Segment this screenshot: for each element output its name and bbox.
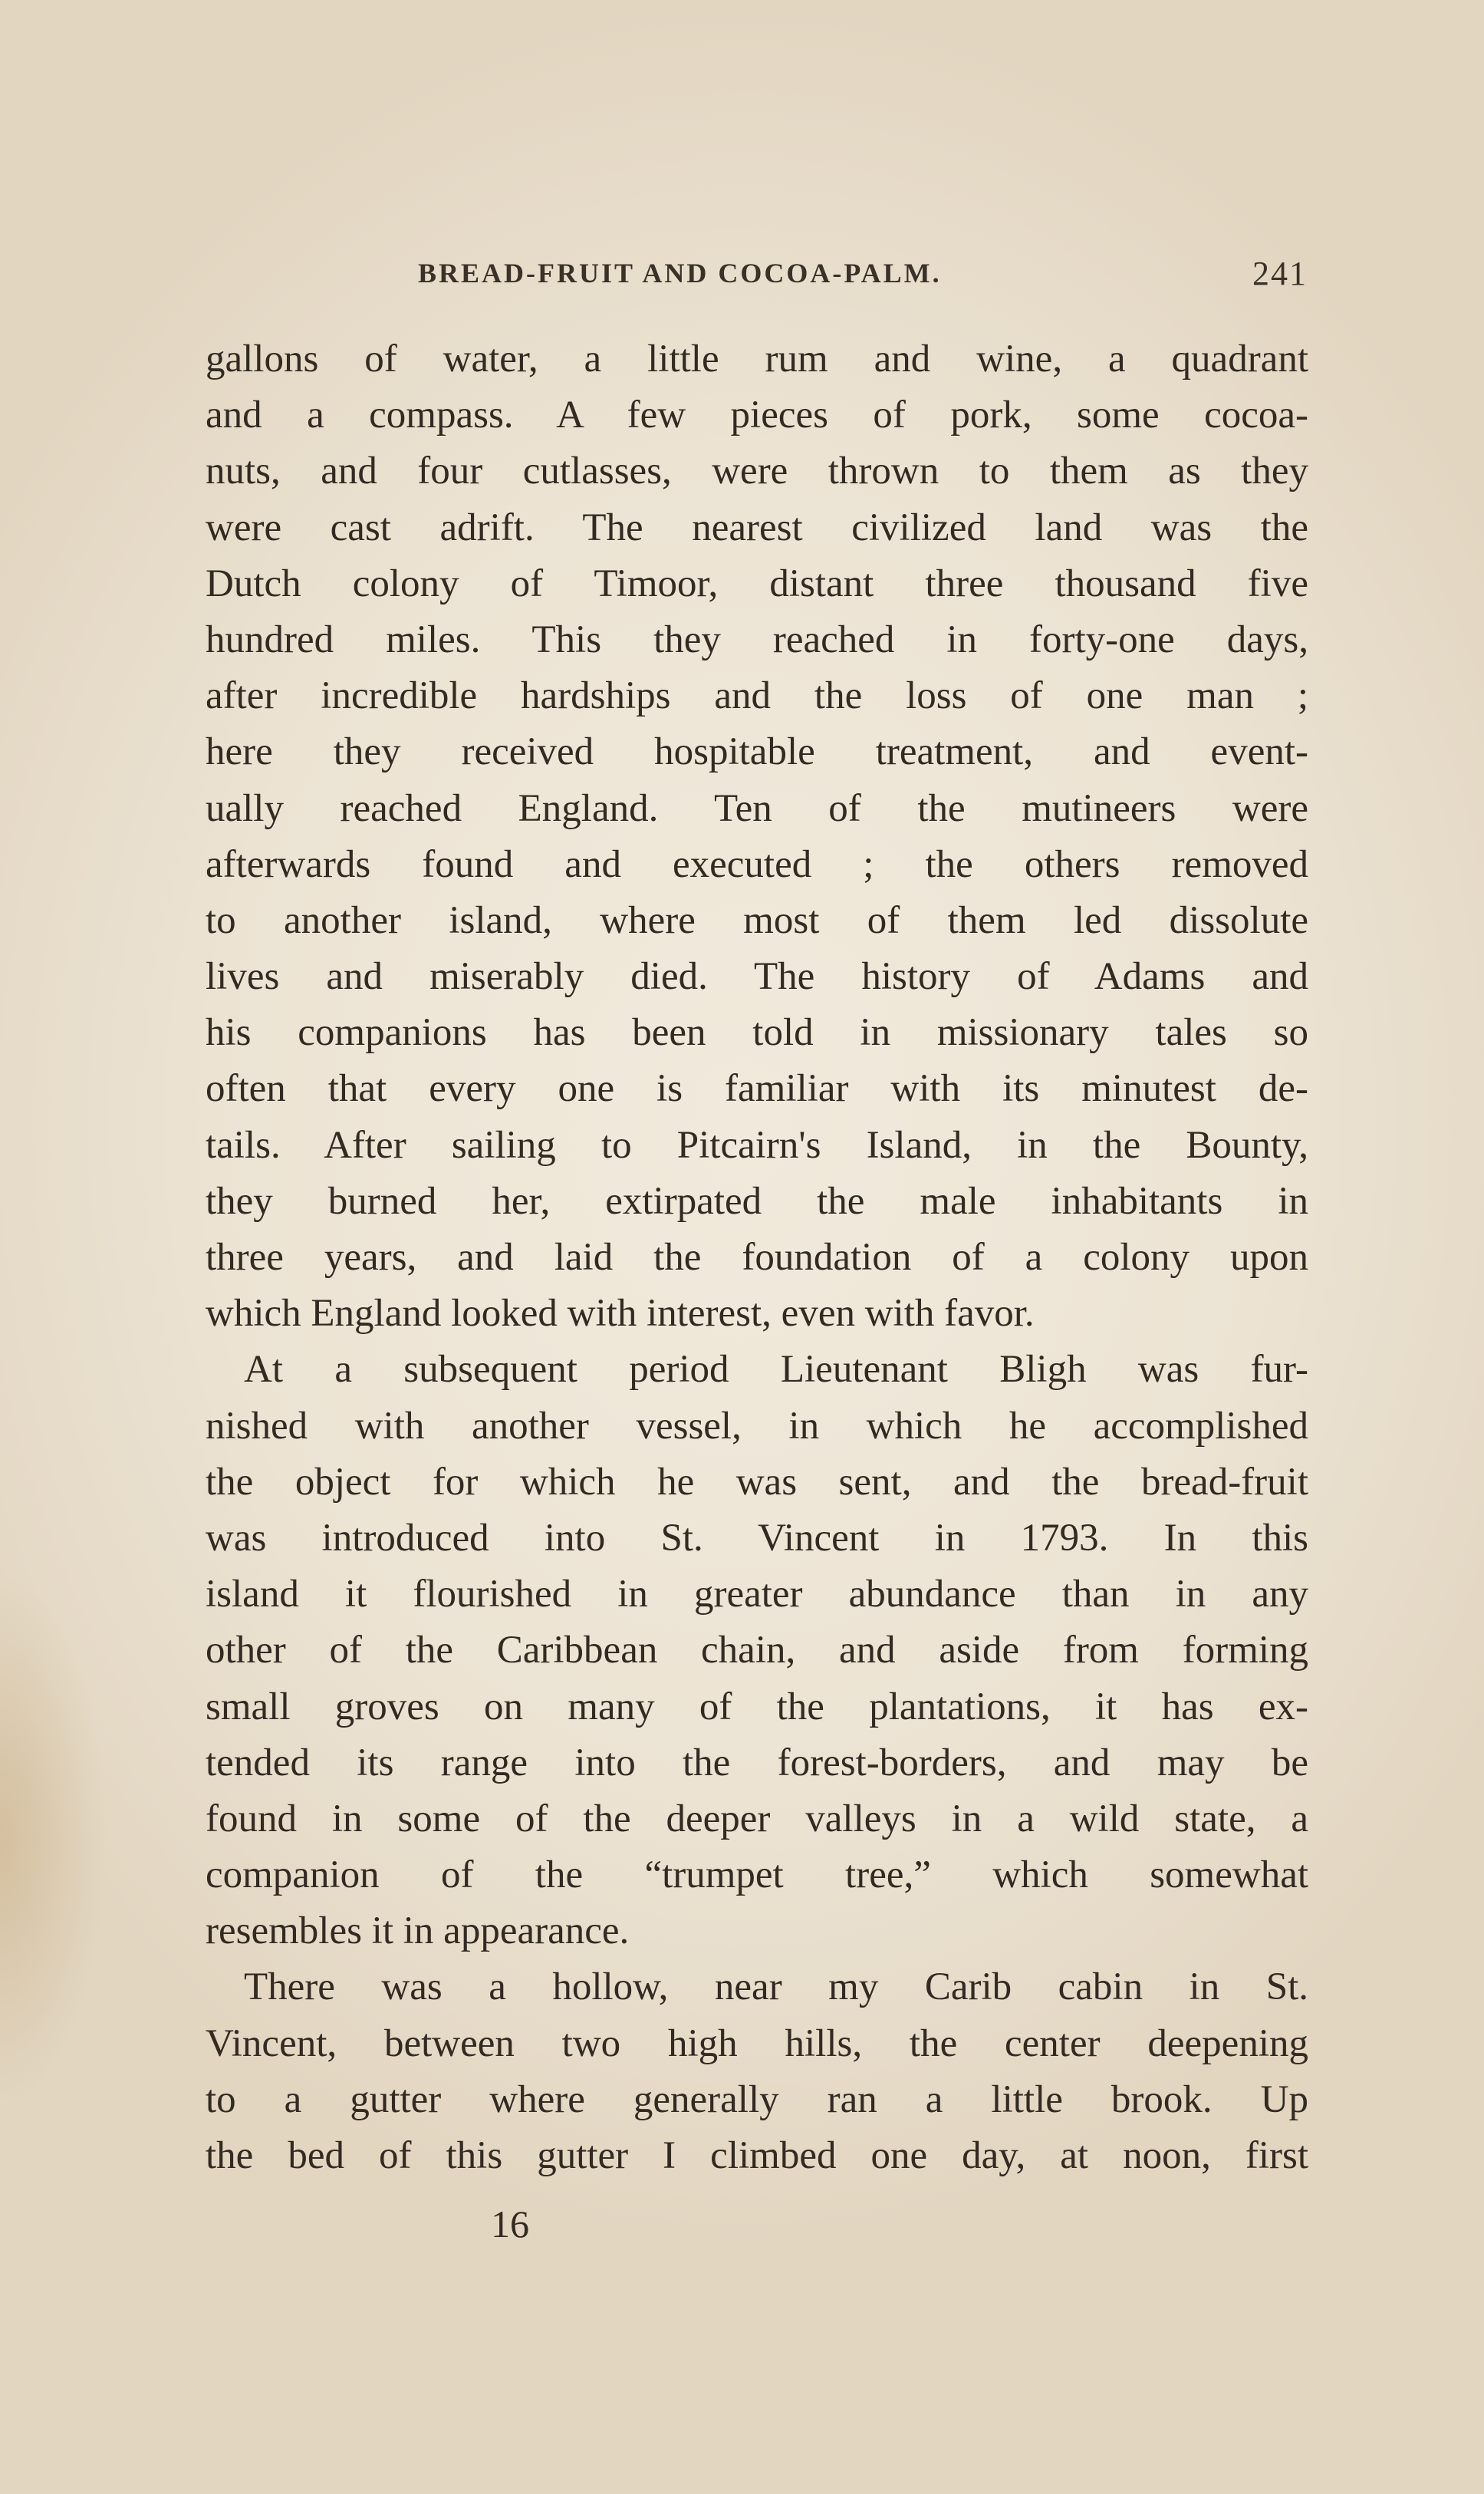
text-line: they burned her, extirpated the male inhabitants in	[206, 1179, 1308, 1223]
paragraph-start-line: There was a hollow, near my Carib cabin in St.	[244, 1965, 1308, 2009]
text-line: Vincent, between two high hills, the center deepening	[206, 2021, 1308, 2065]
text-line: nuts, and four cutlasses, were thrown to them as they	[206, 450, 1308, 493]
text-line: tails. After sailing to Pitcairn's Island, in the Bounty,	[206, 1123, 1308, 1167]
text-line: and a compass. A few pieces of pork, some cocoa-	[206, 394, 1308, 437]
text-line: the object for which he was sent, and the bread-fruit	[206, 1460, 1308, 1504]
text-line: after incredible hardships and the loss of one man ;	[206, 674, 1308, 718]
text-line: afterwards found and executed ; the others removed	[206, 842, 1308, 886]
text-line: found in some of the deeper valleys in a wild state, a	[206, 1797, 1308, 1840]
text-line: ually reached England. Ten of the mutineers were	[206, 786, 1308, 830]
paragraph-start-line: At a subsequent period Lieutenant Bligh was fur-	[244, 1348, 1308, 1392]
text-line: was introduced into St. Vincent in 1793. In this	[206, 1516, 1308, 1560]
signature-mark: 16	[491, 2202, 529, 2245]
text-line: small groves on many of the plantations, it has ex-	[206, 1685, 1308, 1728]
paper-stain	[0, 1573, 107, 2110]
text-line: often that every one is familiar with its minutest de-	[206, 1067, 1308, 1111]
text-line: tended its range into the forest-borders, and may be	[206, 1741, 1308, 1784]
text-line: Dutch colony of Timoor, distant three thousand five	[206, 562, 1308, 605]
text-line: resembles it in appearance.	[206, 1909, 630, 1953]
text-line: to another island, where most of them led dissolute	[206, 898, 1308, 942]
text-line: the bed of this gutter I climbed one day, at noon, first	[206, 2134, 1308, 2177]
text-line: nished with another vessel, in which he accomplished	[206, 1404, 1308, 1448]
text-line: were cast adrift. The nearest civilized land was the	[206, 506, 1308, 549]
text-line: which England looked with interest, even with favor.	[206, 1292, 1035, 1336]
text-line: here they received hospitable treatment, and event-	[206, 730, 1308, 774]
text-line: companion of the “trumpet tree,” which somewhat	[206, 1853, 1308, 1897]
text-line: other of the Caribbean chain, and aside from forming	[206, 1629, 1308, 1672]
text-line: gallons of water, a little rum and wine, a quadrant	[206, 338, 1308, 381]
running-title: BREAD-FRUIT AND COCOA-PALM.	[418, 258, 942, 288]
text-line: three years, and laid the foundation of a colony upon	[206, 1236, 1308, 1279]
text-line: hundred miles. This they reached in forty-one days,	[206, 618, 1308, 661]
page-number: 241	[1252, 255, 1308, 292]
text-line: to a gutter where generally ran a little brook. Up	[206, 2077, 1308, 2121]
text-line: island it flourished in greater abundance than in any	[206, 1573, 1308, 1616]
page-header	[418, 257, 1308, 295]
text-line: his companions has been told in missionary tales so	[206, 1011, 1308, 1055]
body-text	[206, 331, 1308, 2184]
text-line: lives and miserably died. The history of Adams and	[206, 955, 1308, 999]
